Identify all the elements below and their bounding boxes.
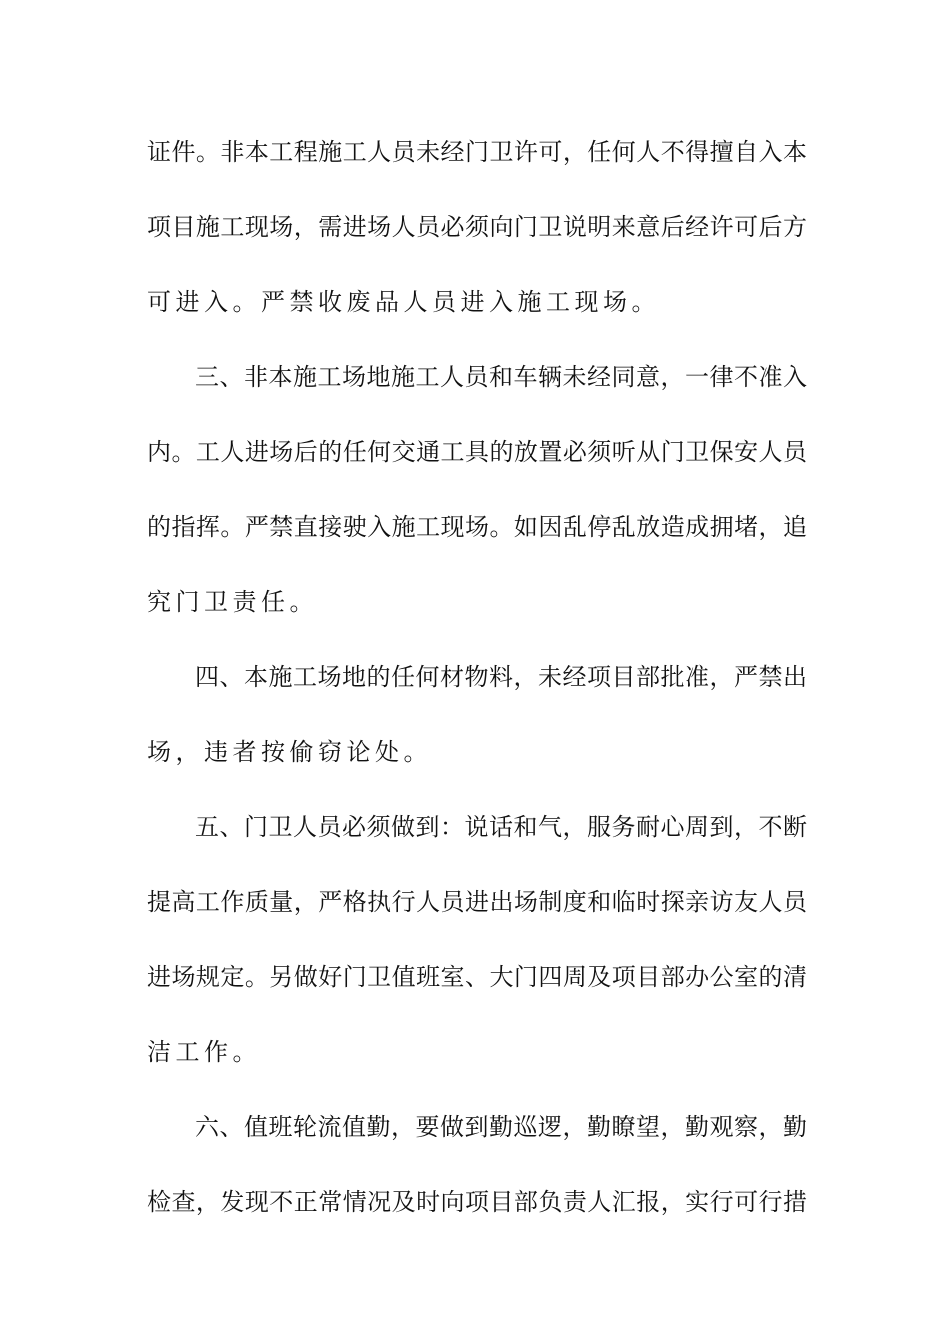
text-line: 三、非本施工场地施工人员和车辆未经同意，一律不准入 <box>195 363 807 391</box>
text-line: 可进入。严禁收废品人员进入施工现场。 <box>147 288 660 316</box>
text-line: 检查，发现不正常情况及时向项目部负责人汇报，实行可行措 <box>147 1188 807 1216</box>
document-body <box>147 131 807 1256</box>
text-line: 项目施工现场，需进场人员必须向门卫说明来意后经许可后方 <box>147 213 807 241</box>
text-line: 五、门卫人员必须做到：说话和气，服务耐心周到，不断 <box>195 813 807 841</box>
text-line: 究门卫责任。 <box>147 588 318 616</box>
text-line: 洁工作。 <box>147 1038 261 1066</box>
text-line: 内。工人进场后的任何交通工具的放置必须听从门卫保安人员 <box>147 438 807 466</box>
text-line: 四、本施工场地的任何材物料，未经项目部批准，严禁出 <box>195 663 807 691</box>
text-line: 的指挥。严禁直接驶入施工现场。如因乱停乱放造成拥堵，追 <box>147 513 807 541</box>
text-line: 证件。非本工程施工人员未经门卫许可，任何人不得擅自入本 <box>147 138 807 166</box>
text-line: 场，违者按偷窃论处。 <box>147 738 432 766</box>
text-line: 进场规定。另做好门卫值班室、大门四周及项目部办公室的清 <box>147 963 807 991</box>
text-line: 六、值班轮流值勤，要做到勤巡逻，勤瞭望，勤观察，勤 <box>195 1113 807 1141</box>
text-line: 提高工作质量，严格执行人员进出场制度和临时探亲访友人员 <box>147 888 807 916</box>
